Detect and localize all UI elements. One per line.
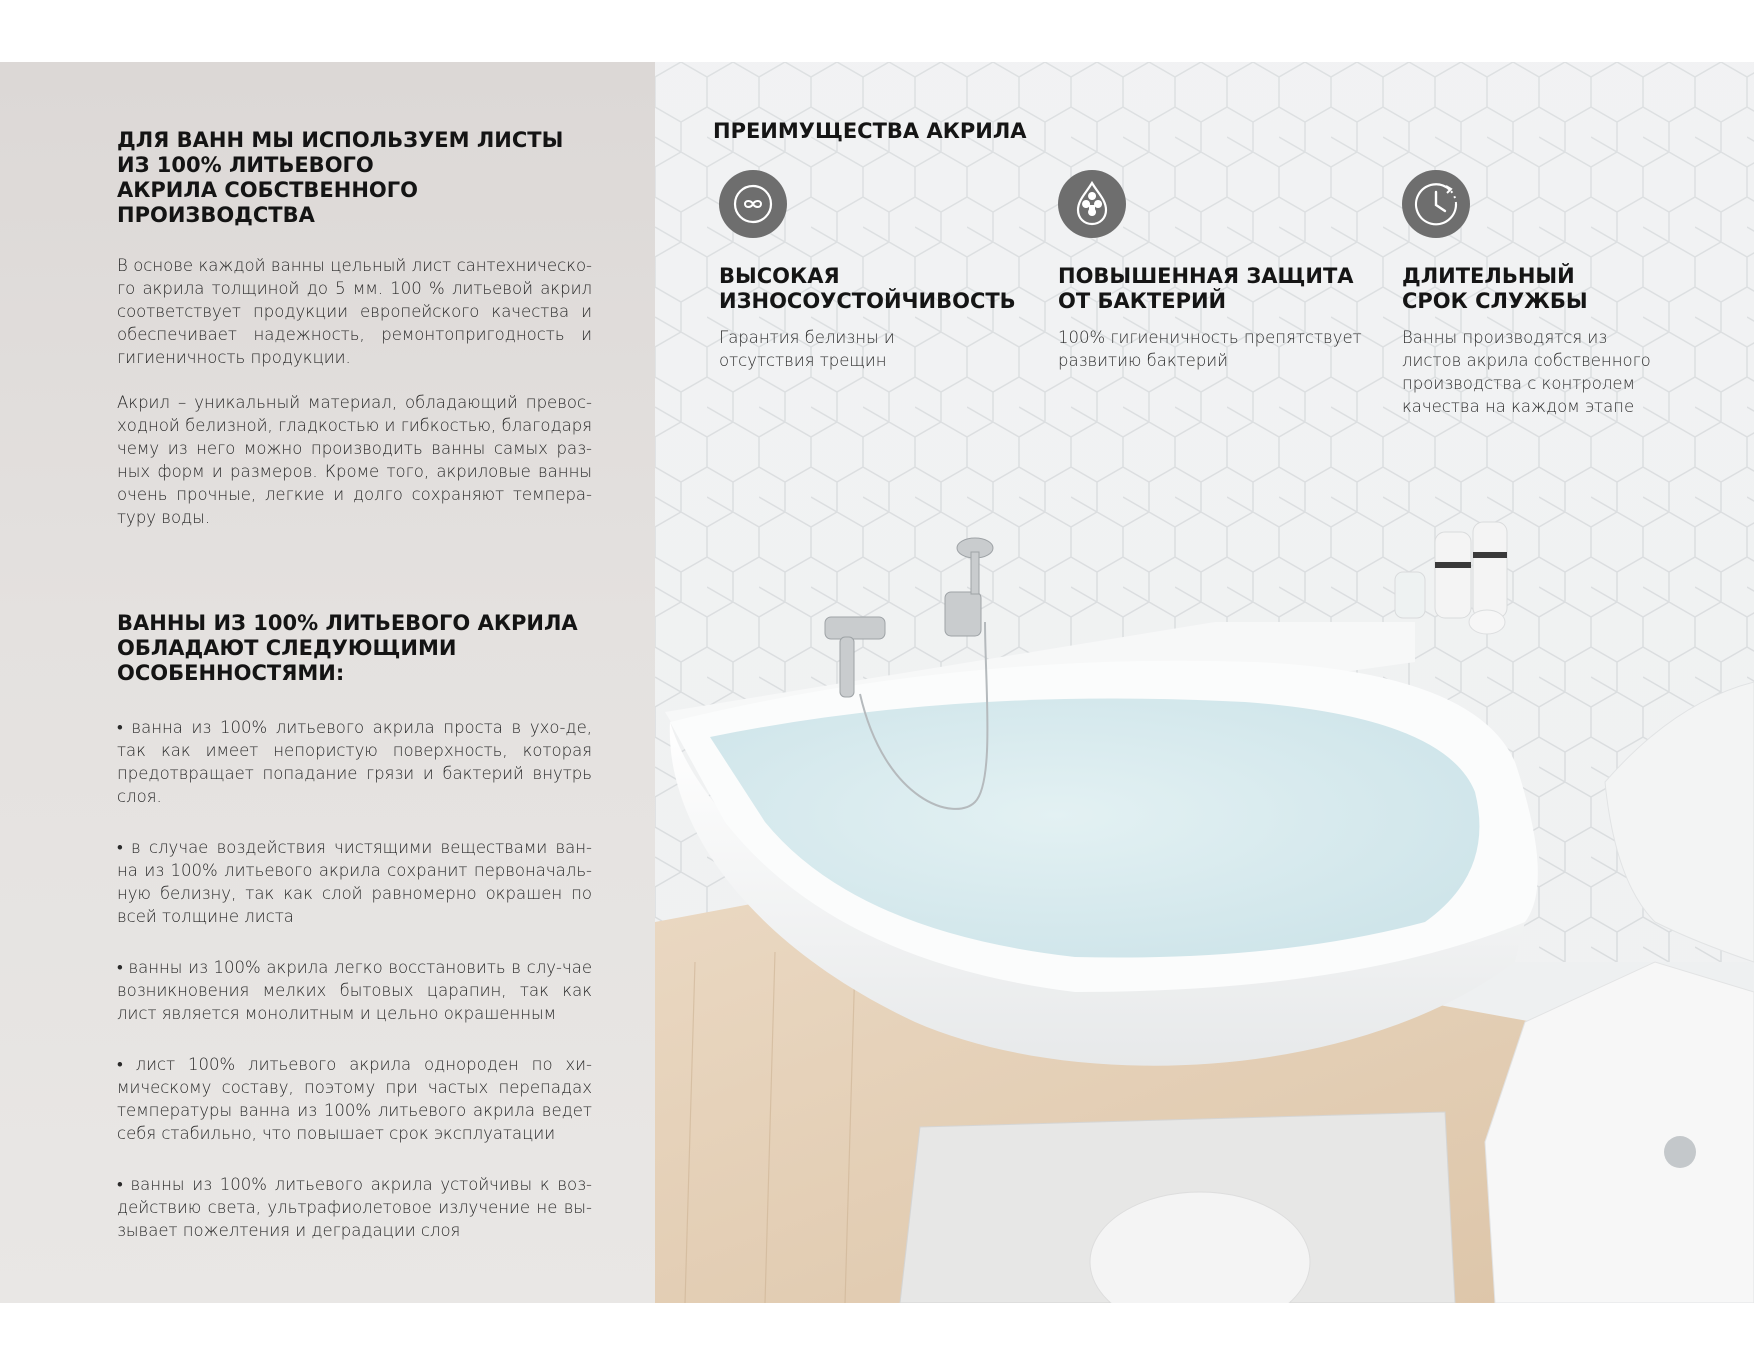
advantage-text: Гарантия белизны и отсутствия трещин (719, 328, 895, 370)
paragraph-sheet-description: В основе каждой ванны цельный лист сантехническо-го акрила толщиной до 5 мм. 100 % литьевой акрил соответствует продукции европейского качества и обеспечивает надежность, ремонтопригодность и гигиеничность продукции. (117, 256, 592, 367)
advantage-wear-resistance (719, 170, 1029, 372)
advantage-title: ДЛИТЕЛЬНЫЙ СРОК СЛУЖБЫ (1402, 264, 1588, 313)
features-list (117, 716, 592, 1242)
list-item: • лист 100% литьевого акрила однороден по хи-мическому составу, поэтому при частых перепадах температуры ванна из 100% литьевого акрила ведет себя стабильно, что повышает срок эксплуатации (117, 1055, 592, 1143)
advantage-text: Ванны производятся из листов акрила собственного производства с контролем качества на каждом этапе (1402, 328, 1651, 416)
left-content (117, 128, 592, 1270)
advantage-text: 100% гигиеничность препятствует развитию бактерий (1058, 328, 1362, 370)
advantages-title: ПРЕИМУЩЕСТВА АКРИЛА (713, 119, 1027, 143)
advantage-title: ПОВЫШЕННАЯ ЗАЩИТА ОТ БАКТЕРИЙ (1058, 264, 1354, 313)
drop-plus-icon (1058, 170, 1126, 238)
heading-acrylic-sheets: ДЛЯ ВАНН МЫ ИСПОЛЬЗУЕМ ЛИСТЫ ИЗ 100% ЛИТЬЕВОГО АКРИЛА СОБСТВЕННОГО ПРОИЗВОДСТВА (117, 128, 564, 227)
bathroom-photo-panel (655, 62, 1754, 1303)
list-item: • ванны из 100% литьевого акрила устойчивы к воз-действию света, ультрафиолетовое излучение не вы-зывает пожелтения и деградации слоя (117, 1175, 592, 1240)
list-item: • ванна из 100% литьевого акрила проста в ухо-де, так как имеет непористую поверхность, которая предотвращает попадание грязи и бактерий внутрь слоя. (117, 718, 592, 806)
paragraph-acrylic-material: Акрил – уникальный материал, обладающий превос-ходной белизной, гладкостью и гибкостью, благодаря чему из него можно производить ванны самых раз-ных форм и размеров. Кроме того, акриловые ванны очень прочные, легкие и долго сохраняют темпера-туру воды. (117, 393, 592, 527)
list-item: • ванны из 100% акрила легко восстановить в слу-чае возникновения мелких бытовых царапин, так как лист является монолитным и цельно окрашенным (117, 958, 592, 1023)
advantage-title: ВЫСОКАЯ ИЗНОСОУСТОЙЧИВОСТЬ (719, 264, 1016, 313)
left-text-panel (0, 62, 655, 1303)
brochure-spread (0, 62, 1754, 1303)
advantage-long-service (1402, 170, 1712, 418)
list-item: • в случае воздействия чистящими веществами ван-на из 100% литьевого акрила сохранит первоначаль-ную белизну, так как слой равномерно окрашен по всей толщине листа (117, 838, 592, 926)
heading-features: ВАННЫ ИЗ 100% ЛИТЬЕВОГО АКРИЛА ОБЛАДАЮТ СЛЕДУЮЩИМИ ОСОБЕННОСТЯМИ: (117, 611, 578, 685)
clock-icon (1402, 170, 1470, 238)
infinity-icon (719, 170, 787, 238)
advantage-bacteria-protection (1058, 170, 1368, 372)
